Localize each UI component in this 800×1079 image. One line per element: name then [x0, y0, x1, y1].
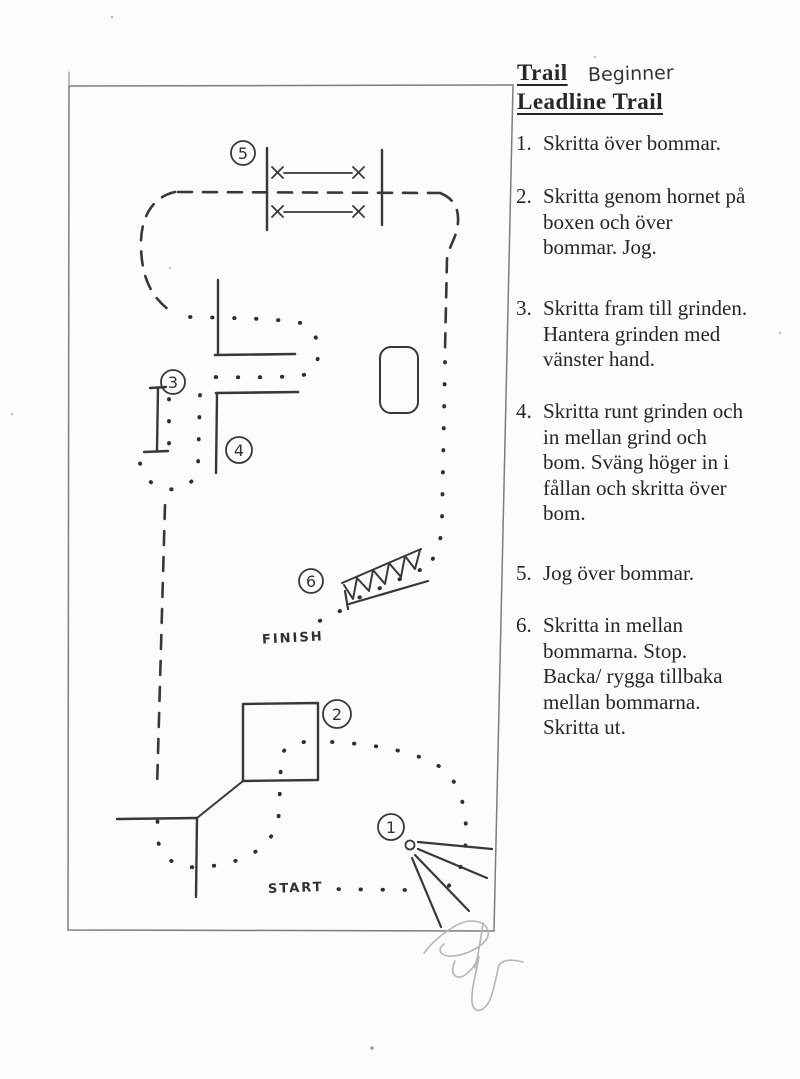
marker-2	[323, 700, 351, 728]
start-label: START	[267, 880, 324, 897]
header	[517, 60, 792, 115]
instruction-text: Skritta runt grinden och in mellan grind och bom. Sväng höger in i fållan och skritta över bom.	[543, 399, 744, 525]
instruction-number: 2.	[516, 184, 532, 208]
instruction-number: 6.	[516, 613, 532, 637]
instruction-item-3	[516, 296, 747, 373]
svg-text:1: 1	[385, 818, 397, 837]
instruction-text: Skritta in mellan bommarna. Stop. Backa/ rygga tillbaka mellan bommarna. Skritta ut.	[543, 613, 723, 739]
marker-4	[226, 437, 252, 463]
finish-label: FINISH	[261, 629, 325, 648]
instruction-number: 3.	[516, 296, 532, 320]
page-subtitle: Leadline Trail	[517, 89, 664, 114]
arena-frame	[68, 72, 513, 931]
obstacle-5-poles	[267, 148, 382, 230]
svg-text:6: 6	[305, 572, 317, 591]
instruction-number: 5.	[516, 561, 532, 585]
svg-text:2: 2	[331, 705, 343, 724]
title-row	[517, 60, 792, 86]
svg-text:3: 3	[167, 373, 179, 392]
instruction-number: 1.	[516, 131, 532, 155]
gate-3-post	[144, 387, 168, 452]
page-title-handwritten: Beginner	[587, 61, 674, 87]
barrel	[380, 347, 418, 413]
instruction-item-2	[516, 184, 745, 261]
marker-1	[378, 814, 404, 840]
page-title: Trail	[517, 60, 568, 85]
instruction-text: Skritta fram till grinden. Hantera grinden med vänster hand.	[543, 296, 748, 371]
instruction-text: Skritta genom hornet på boxen och över bommar. Jog.	[543, 184, 746, 259]
marker-5	[231, 141, 255, 165]
signature-squiggle	[424, 921, 523, 1010]
svg-text:4: 4	[233, 441, 245, 460]
instruction-item-5	[516, 561, 694, 587]
path-dashed-left	[157, 505, 165, 789]
instruction-item-4	[516, 399, 743, 527]
instruction-item-6	[516, 613, 723, 741]
marker-6	[299, 569, 323, 593]
marker-3	[161, 370, 185, 394]
svg-text:5: 5	[237, 144, 249, 163]
instruction-text: Jog över bommar.	[543, 561, 695, 585]
fan-pivot	[406, 841, 415, 850]
corner-fence	[117, 781, 243, 897]
instruction-item-1	[516, 131, 721, 157]
path-dashed-top-loop	[141, 192, 458, 350]
box-2	[243, 703, 318, 781]
scan-specks	[11, 16, 782, 1050]
instruction-number: 4.	[516, 399, 532, 423]
chute-6	[342, 549, 428, 609]
instruction-text: Skritta över bommar.	[543, 131, 721, 155]
obstacle-markers	[161, 141, 404, 840]
